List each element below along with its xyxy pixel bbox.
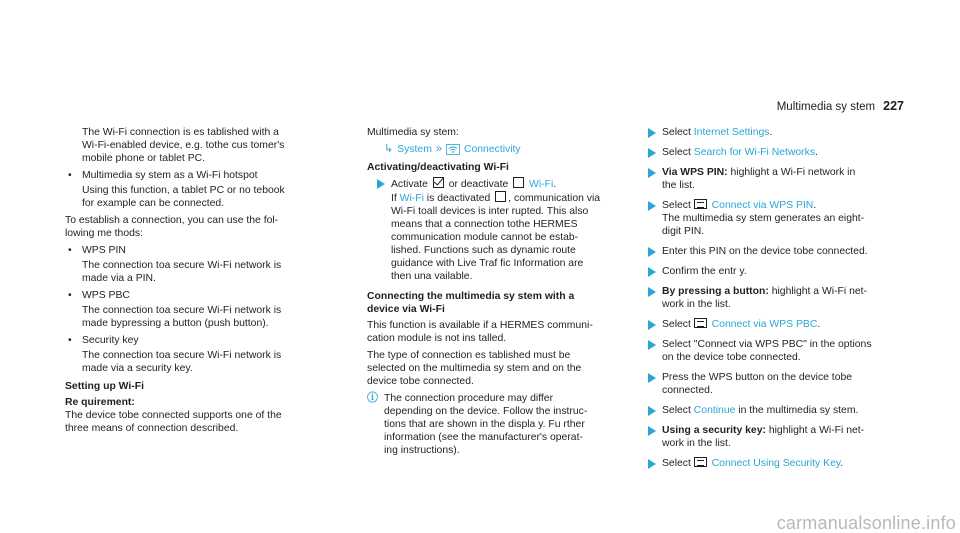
text-line: • Multimedia sy stem as a Wi-Fi hotspot [82,170,258,181]
step-arrow-icon [648,459,656,469]
menu-label: Multimedia sy stem: [367,127,459,138]
text-line: then una vailable. [391,271,473,282]
instruction-step [638,199,903,238]
text-line: selected on the multimedia sy stem and on the [367,363,582,374]
text-fragment: highlight a Wi-Fi network in [730,167,856,178]
text-line: Using this function, a tablet PC or no tebook [82,185,285,196]
text-line: Press the WPS button on the device tobe [662,372,853,383]
connection-type-paragraph [367,349,627,388]
availability-paragraph [367,319,627,345]
text-fragment: Select [662,200,691,211]
text-fragment: highlight a Wi-Fi net‐ [771,286,867,297]
text-fragment: , communication via [508,193,601,204]
text-line [662,199,903,212]
text-line: The type of connection es tablished must be [367,350,571,361]
step-label: By pressing a button: [662,286,769,297]
text-line: information (see the manufacturer's operat‐ [384,432,583,443]
menu-path-connectivity: Connectivity [464,144,521,155]
text-line: on the device tobe connected. [662,352,801,363]
menu-item-search-networks: Search for Wi-Fi Networks [693,147,816,158]
text-fragment: Select [662,405,691,416]
menu-path-system: System [397,144,432,155]
text-line [391,177,627,191]
text-line: lished. Functions such as dynamic route [391,245,576,256]
text-line: means that a connection tothe HERMES [391,219,578,230]
step-arrow-icon [648,340,656,350]
text-fragment: . [815,147,818,158]
text-line: work in the list. [662,299,731,310]
instruction-step [638,285,903,311]
column-left [65,126,350,439]
text-line: tions that are shown in the displa y. Fu rther [384,419,585,430]
text-line: The device tobe connected supports one of the [65,410,282,421]
bullet-hotspot-description [65,184,350,210]
page-header [777,100,904,114]
menu-item-connect-wps-pbc: Connect via WPS PBC [711,319,818,330]
text-fragment: is deactivated [426,193,491,204]
column-right [638,126,903,477]
text-line: connected. [662,385,713,396]
bullet-hotspot [65,169,350,182]
text-line: device tobe connected. [367,376,474,387]
instruction-step [638,371,903,397]
instruction-step [638,265,903,278]
text-line: Enter this PIN on the device tobe connected. [662,246,868,257]
step-arrow-icon [648,320,656,330]
section-heading-setting-up-wifi: Setting up Wi-Fi [65,381,144,392]
text-fragment: Select [662,147,691,158]
text-line: digit PIN. [662,226,705,237]
text-line: guidance with Live Traf fic Information are [391,258,584,269]
text-line: the list. [662,180,695,191]
watermark: carmanualsonline.info [776,513,956,533]
menu-item-wifi: Wi-Fi [399,193,424,204]
text-fragment: highlight a Wi-Fi net‐ [768,425,865,436]
step-arrow-icon [648,406,656,416]
double-arrow-icon: » [435,143,442,155]
instruction-step [638,146,903,159]
text-line: The connection toa secure Wi-Fi network is [82,350,282,361]
text-fragment: . [769,127,773,138]
info-icon: ⓘ [367,392,378,404]
text-line [662,285,903,298]
checkbox-empty-icon [513,177,524,188]
step-arrow-icon [648,247,656,257]
text-line [391,191,627,205]
text-fragment: . [817,319,821,330]
wifi-icon [446,144,460,155]
text-line: Connecting the multimedia sy stem with a [367,291,575,302]
intro-paragraph [65,126,350,165]
text-line: To establish a connection, you can use the fol‐ [65,215,279,226]
menu-path [367,143,627,156]
text-line: made via a security key. [82,363,193,374]
text-line: made via a PIN. [82,273,156,284]
text-fragment: Select [662,319,691,330]
bullet-wps-pbc-description [65,304,350,330]
text-line: made bypressing a button (push button). [82,318,269,329]
step-arrow-icon [648,426,656,436]
text-line: Confirm the entr y. [662,266,747,277]
requirement-text [65,409,350,435]
menu-item-internet-settings: Internet Settings [693,127,770,138]
step-arrow-icon [648,148,656,158]
bullet-wps-pin-description [65,259,350,285]
text-line: cation module is not ins talled. [367,333,507,344]
text-fragment: . [840,458,844,469]
menu-list-icon [694,199,707,209]
instruction-step [638,424,903,450]
instruction-step [367,177,627,283]
menu-item-connect-security-key: Connect Using Security Key [711,458,841,469]
step-arrow-icon [648,201,656,211]
step-arrow-icon [648,373,656,383]
text-line: three means of connection described. [65,423,239,434]
text-line: communication module cannot be estab‐ [391,232,579,243]
instruction-step [638,404,903,417]
step-arrow-icon [648,287,656,297]
text-fragment: Activate [391,179,428,190]
menu-list-icon [694,457,707,467]
bullet-wps-pbc: • WPS PBC [65,289,350,302]
menu-item-connect-wps-pin: Connect via WPS PIN [711,200,814,211]
text-line: The multimedia sy stem generates an eight- [662,213,865,224]
bullet-wps-pin: • WPS PIN [65,244,350,257]
path-arrow-icon: ↳ [384,143,394,155]
instruction-step [638,338,903,364]
text-line: depending on the device. Follow the instruc‐ [384,406,588,417]
text-fragment: Select [662,458,691,469]
text-fragment: . [553,179,557,190]
text-line: The connection procedure may differ [384,393,554,404]
text-line: Wi-Fi toall devices is inter rupted. This also [391,206,589,217]
text-line: ing instructions). [384,445,460,456]
step-label: Via WPS PIN: [662,167,728,178]
text-line: mobile phone or tablet PC. [82,153,206,164]
text-fragment: If [391,193,397,204]
text-line: work in the list. [662,438,731,449]
instruction-step [638,457,903,470]
note-block [367,392,627,457]
text-line: lowing me thods: [65,228,143,239]
menu-item-continue: Continue [693,405,736,416]
text-line: The Wi-Fi connection is es tablished with a [82,127,279,138]
instruction-step [638,126,903,139]
instruction-step [638,166,903,192]
text-fragment: or deactivate [448,179,509,190]
text-line: for example can be connected. [82,198,225,209]
column-middle [367,126,627,457]
page-number: 227 [883,99,904,113]
text-fragment: . [813,200,817,211]
text-fragment: Select [662,127,691,138]
instruction-step [638,245,903,258]
text-line: device via Wi-Fi [367,304,445,315]
bullet-security-key: • Security key [65,334,350,347]
checkbox-empty-icon [495,191,506,202]
text-line: Select "Connect via WPS PBC" in the options [662,339,872,350]
section-heading-connecting [367,290,627,316]
instruction-step [638,318,903,331]
section-heading-activating: Activating/deactivating Wi-Fi [367,162,509,173]
step-arrow-icon [648,267,656,277]
text-line: This function is available if a HERMES communi‐ [367,320,593,331]
header-title: Multimedia sy stem [776,101,876,113]
menu-item-wifi: Wi-Fi [529,179,554,190]
text-line: Wi-Fi-enabled device, e.g. tothe cus tomer's [82,140,285,151]
step-arrow-icon [648,128,656,138]
establish-paragraph [65,214,350,240]
checkbox-checked-icon [433,177,444,188]
requirement-label: Re quirement: [65,397,135,408]
text-line [662,166,903,179]
step-arrow-icon [377,179,385,189]
step-arrow-icon [648,168,656,178]
text-line: The connection toa secure Wi-Fi network is [82,305,282,316]
text-line: The connection toa secure Wi-Fi network is [82,260,282,271]
step-label: Using a security key: [662,425,766,436]
bullet-security-key-description [65,349,350,375]
text-line [662,424,903,437]
menu-list-icon [694,318,707,328]
text-fragment: in the multimedia sy stem. [738,405,859,416]
